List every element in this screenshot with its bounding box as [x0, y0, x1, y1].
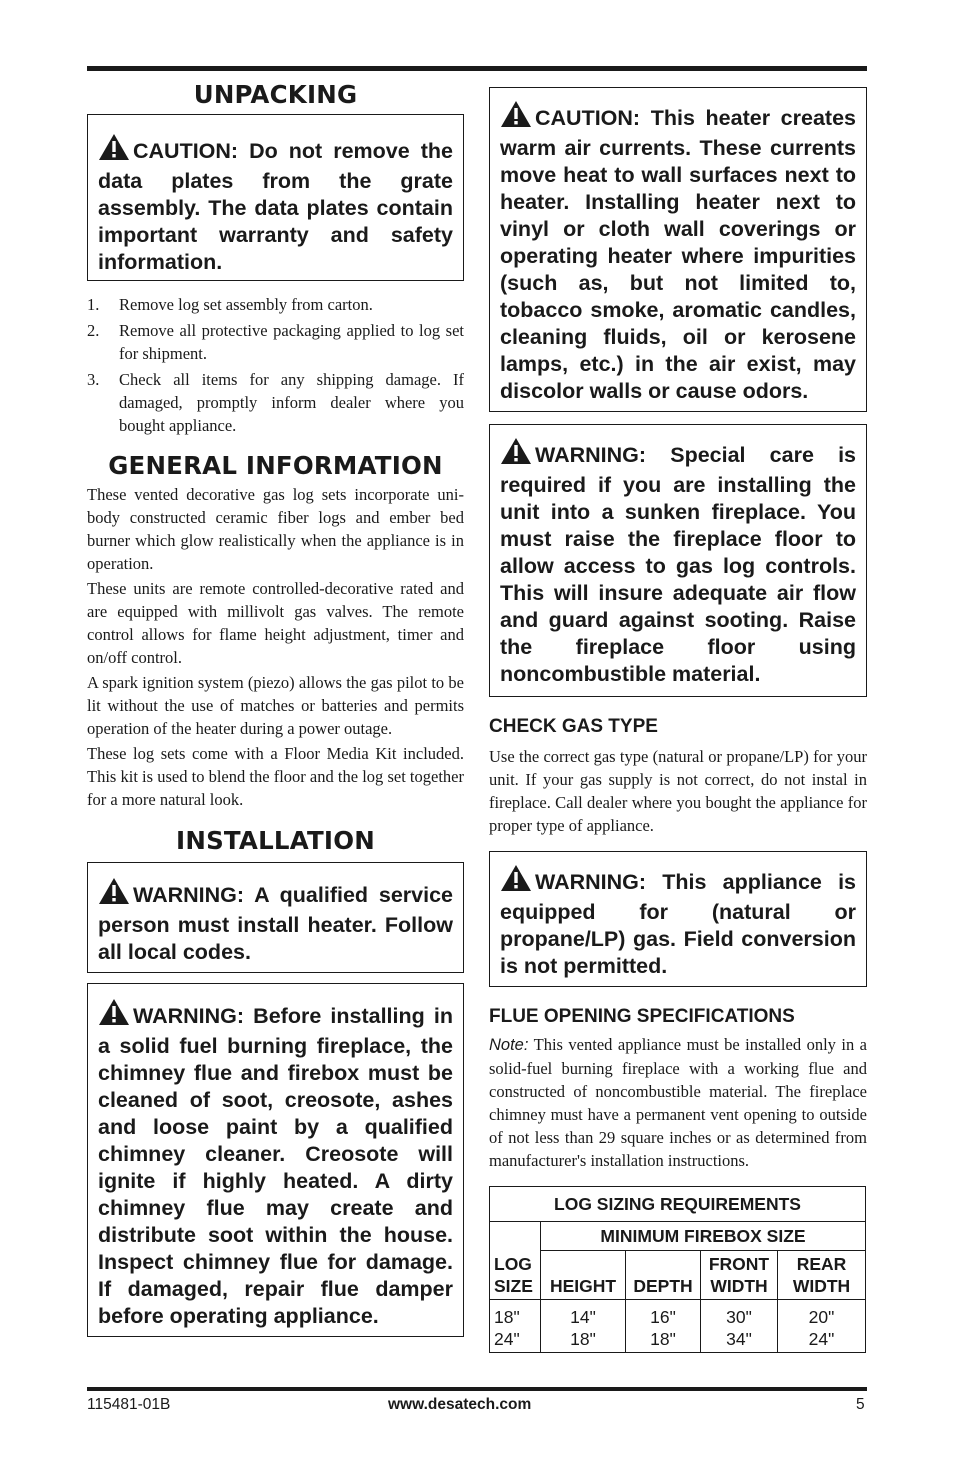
log-size-header: LOG SIZE [490, 1222, 541, 1300]
height-header: HEIGHT [541, 1251, 626, 1300]
log-size-cell: 18" 24" [490, 1300, 541, 1353]
check-gas-type-text: Use the correct gas type (natural or propane/LP) for your unit. If your gas supply is not correct, do not instal in fireplace. Call dealer where you bought the appliance for proper type of appliance. [489, 747, 867, 835]
caution-air-text: CAUTION: This heater creates warm air currents. These currents move heat to wall surfaces next to heater. Installing heater next to vinyl or cloth wall coverings or operating heater where impurities (such as, but not limited to, tobacco smoke, aromatic candles, cleaning fluids, oil or kerosene lamps, etc.) in the air exist, may discolor walls or cause odors. [500, 106, 856, 403]
flue-opening-note [489, 1033, 867, 1172]
website-link[interactable]: www.desatech.com [388, 1396, 532, 1413]
bottom-rule [87, 1387, 867, 1391]
warning-icon [98, 877, 130, 912]
front-width-cell: 30" 34" [701, 1300, 778, 1353]
warning-icon [500, 864, 532, 899]
flue-note-text: This vented appliance must be installed only in a solid-fuel burning fireplace with a working flue and constructed of noncombustible material. The fireplace chimney must have a permanent vent opening to outside of not less than 29 square inches or as determined from manufacturer's installation instructions. [489, 1035, 868, 1170]
warning-icon [98, 133, 130, 168]
general-info-paragraph-1: These vented decorative gas log sets incorporate uni-body constructed ceramic fiber logs and ember bed burner which glow realistically when the appliance is in operation. [87, 485, 464, 573]
part-number: 115481-01B [87, 1396, 171, 1413]
general-info-paragraph-3: A spark ignition system (piezo) allows the gas pilot to be lit without the use of matches or batteries and permits operation of the heater during a power outage. [87, 673, 464, 738]
warning-icon [500, 100, 532, 135]
installation-warning-qualified-box [87, 862, 464, 973]
depth-cell: 16" 18" [626, 1300, 701, 1353]
unpacking-caution-box [87, 114, 464, 281]
warning-chimney-text: WARNING: Before installing in a solid fuel burning fireplace, the chimney flue and firebox must be cleaned of soot, creosote, ashes and loose paint by a qualified chimney cleaner. Creosote will ignite if highly heated. A dirty chimney flue may create and distribute soot within the house. Inspect chimney flue for damage. If damaged, repair flue damper before operating appliance. [98, 1004, 453, 1328]
log-sizing-table [489, 1186, 866, 1353]
installation-warning-chimney-box [87, 983, 464, 1337]
page-number: 5 [856, 1396, 865, 1413]
minimum-firebox-size-header: MINIMUM FIREBOX SIZE [541, 1222, 866, 1251]
warning-icon [98, 998, 130, 1033]
depth-header: DEPTH [626, 1251, 701, 1300]
unpacking-title: UNPACKING [193, 80, 358, 109]
caution-air-box [489, 87, 867, 412]
warning-conversion-text: WARNING: This appliance is equipped for (natural or propane/LP) gas. Field conversion is not permitted. [500, 870, 856, 978]
warning-conversion-box [489, 851, 867, 987]
list-item: 1. Remove log set assembly from carton. [87, 295, 373, 314]
top-rule [87, 66, 867, 71]
warning-sunken-box [489, 424, 867, 697]
list-item: 3. Check all items for any shipping damage. If damaged, promptly inform dealer where you bought appliance. [87, 370, 464, 435]
front-width-header: FRONT WIDTH [701, 1251, 778, 1300]
table-title: LOG SIZING REQUIREMENTS [490, 1187, 866, 1222]
warning-icon [500, 437, 532, 472]
rear-width-header: REAR WIDTH [778, 1251, 866, 1300]
warning-qualified-text: WARNING: A qualified service person must install heater. Follow all local codes. [98, 883, 453, 964]
rear-width-cell: 20" 24" [778, 1300, 866, 1353]
note-label: Note: [489, 1036, 529, 1054]
general-info-paragraph-4: These log sets come with a Floor Media Kit included. This kit is used to blend the floor and the log set together for a more natural look. [87, 744, 464, 809]
list-item: 2. Remove all protective packaging applied to log set for shipment. [87, 321, 464, 363]
height-cell: 14" 18" [541, 1300, 626, 1353]
check-gas-type-heading: CHECK GAS TYPE [489, 716, 658, 737]
flue-opening-heading: FLUE OPENING SPECIFICATIONS [489, 1006, 795, 1027]
table-row [490, 1300, 866, 1353]
warning-sunken-text: WARNING: Special care is required if you are installing the unit into a sunken fireplace. You must raise the fireplace floor to allow access to gas log controls. This will insure adequate air flow and guard against sooting. Raise the fireplace floor using noncombustible material. [500, 443, 856, 686]
unpacking-steps [87, 293, 464, 437]
left-column [87, 78, 464, 1337]
installation-title: INSTALLATION [176, 826, 375, 855]
general-info-paragraph-2: These units are remote controlled-decorative rated and are equipped with millivolt gas valves. The remote control allows for flame height adjustment, timer and on/off control. [87, 579, 464, 667]
unpacking-caution-text: CAUTION: Do not remove the data plates from the grate assembly. The data plates contain important warranty and safety information. [98, 139, 453, 274]
right-column [489, 87, 867, 1353]
general-information-title: GENERAL INFORMATION [108, 451, 443, 480]
